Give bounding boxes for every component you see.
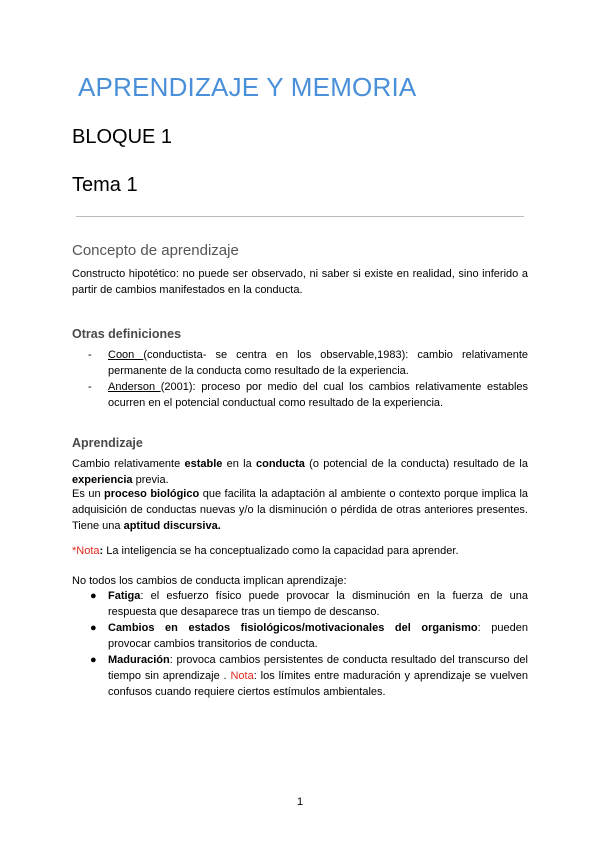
definition-text: (2001): proceso por medio del cual los cambios relativamente estables ocurren en el potencial conductual como resultado de la experiencia. (108, 381, 529, 409)
item-text: : provoca cambios persistentes de conducta resultado del transcurso del tiempo sin aprendizaje . (108, 654, 528, 682)
concept-text: Constructo hipotético: no puede ser observado, ni saber si existe en realidad, sino inferido a partir de cambios manifestados en la conducta. (72, 268, 528, 296)
aprendizaje-paragraph-1 (72, 456, 528, 488)
bullet-icon: ● (90, 590, 97, 602)
changes-list (88, 588, 528, 700)
definitions-list (88, 347, 528, 411)
otras-heading: Otras definiciones (72, 327, 182, 341)
aprendizaje-heading: Aprendizaje (72, 436, 143, 450)
bold-term: experiencia (72, 474, 133, 486)
item-note-text: : los límites entre maduración y aprendizaje se vuelven confusos cuando requiere ciertos estímulos ambientales. (108, 670, 528, 698)
bold-term: proceso biológico (104, 488, 200, 500)
heading-tema: Tema 1 (72, 174, 138, 196)
item-term: Cambios en estados fisiológicos/motivacionales del organismo (108, 622, 478, 634)
dash-marker: - (88, 349, 92, 361)
item-text: : pueden provocar cambios transitorios de conducta. (108, 622, 529, 650)
bold-term: aptitud discursiva. (123, 520, 221, 532)
note-text: La inteligencia se ha conceptualizado como la capacidad para aprender. (106, 545, 459, 557)
concept-heading: Concepto de aprendizaje (72, 242, 239, 259)
text-run: Es un (72, 488, 105, 500)
item-term: Maduración (108, 654, 170, 666)
note-label: Nota (230, 670, 254, 682)
dash-marker: - (88, 381, 92, 393)
definition-text: (conductista- se centra en los observable,1983): cambio relativamente permanente de la conducta como resultado de la experiencia. (108, 349, 528, 377)
definition-author: Anderson (108, 381, 161, 393)
note-paragraph (72, 543, 528, 559)
horizontal-rule (76, 216, 524, 217)
list-item (88, 588, 528, 620)
bold-term: conducta (255, 458, 305, 470)
text-run: que facilita la adaptación al ambiente o contexto porque implica la adquisición de conductas nuevas y/o la disminución o pérdida de otras anteriores presentes. Tiene una (72, 488, 529, 532)
changes-intro: No todos los cambios de conducta implican aprendizaje: (72, 575, 347, 587)
item-text: : el esfuerzo físico puede provocar la disminución en la fuerza de una respuesta que desaparece tras un tiempo de descanso. (108, 590, 528, 618)
list-item (88, 652, 528, 700)
note-label: Nota (76, 545, 100, 557)
document-title: APRENDIZAJE Y MEMORIA (78, 72, 417, 102)
bullet-icon: ● (90, 654, 97, 666)
definition-item (88, 379, 528, 411)
definition-item (88, 347, 528, 379)
text-run: en la (222, 458, 256, 470)
text-run: (o potencial de la conducta) resultado de la (304, 458, 528, 470)
bold-term: estable (184, 458, 223, 470)
text-run: Cambio relativamente (72, 458, 185, 470)
heading-bloque: BLOQUE 1 (72, 126, 173, 148)
definition-author: Coon (108, 349, 144, 361)
text-run: previa. (132, 474, 169, 486)
page-number: 1 (296, 796, 304, 808)
bullet-icon: ● (90, 622, 97, 634)
list-item (88, 620, 528, 652)
aprendizaje-paragraph-2 (72, 486, 528, 534)
note-star: * (72, 545, 77, 557)
note-colon: : (99, 545, 107, 557)
item-term: Fatiga (108, 590, 141, 602)
